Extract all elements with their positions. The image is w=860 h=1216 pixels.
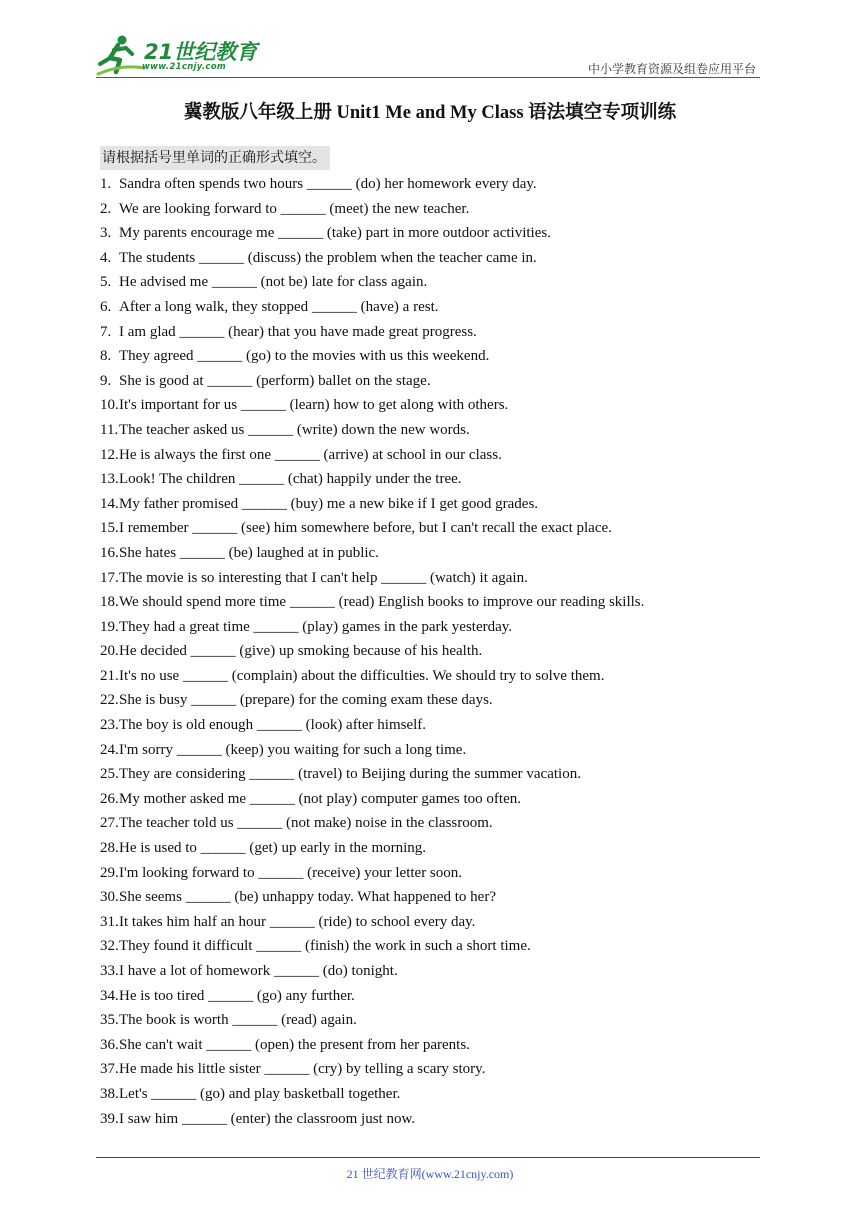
question-number: 33. [100,963,119,979]
question-number: 24. [100,741,119,758]
question-number: 12. [100,446,119,463]
question-number: 9. [100,372,112,389]
question-number: 29. [100,864,119,881]
question-number: 14. [100,495,119,512]
question-number: 8. [100,348,112,365]
question-item [100,1008,780,1033]
question-text: They found it difficult ______ (finish) the work in such a short time. [119,938,531,955]
question-number: 34. [100,987,119,1004]
question-number: 28. [100,840,119,857]
question-number: 17. [100,569,119,586]
question-text: He is always the first one ______ (arrive) at school in our class. [119,446,502,463]
question-number: 3. [100,225,112,242]
question-number: 30. [100,889,119,906]
question-item [100,172,780,197]
question-number: 6. [100,298,112,315]
question-text: The teacher asked us ______ (write) down the new words. [119,421,470,438]
question-text: I remember ______ (see) him somewhere before, but I can't recall the exact place. [119,520,612,537]
question-item [100,246,780,271]
footer-divider [96,1157,760,1158]
question-text: We should spend more time ______ (read) English books to improve our reading skills. [119,594,645,611]
question-text: She is good at ______ (perform) ballet on the stage. [119,372,431,389]
question-number: 35. [100,1012,119,1029]
question-item [100,713,780,738]
question-item [100,688,780,713]
footer-source[interactable]: 21 世纪教育网(www.21cnjy.com) [346,1167,514,1181]
question-text: I am glad ______ (hear) that you have made great progress. [119,323,477,340]
question-text: My mother asked me ______ (not play) computer games too often. [119,790,521,807]
question-text: He is used to ______ (get) up early in the morning. [119,840,427,857]
question-item [100,590,780,615]
logo-url: www.21cnjy.com [142,62,226,72]
question-text: They are considering ______ (travel) to Beijing during the summer vacation. [119,766,581,783]
question-number: 5. [100,274,112,291]
question-item [100,516,780,541]
question-item [100,566,780,591]
platform-name: 中小学教育资源及组卷应用平台 [587,62,756,76]
question-number: 25. [100,766,119,783]
question-text: She is busy ______ (prepare) for the coming exam these days. [119,692,493,709]
question-text: They agreed ______ (go) to the movies with us this weekend. [119,348,490,365]
question-text: It takes him half an hour ______ (ride) to school every day. [119,913,476,930]
question-item [100,443,780,468]
question-number: 36. [100,1036,119,1053]
question-text: They had a great time ______ (play) games in the park yesterday. [119,618,513,635]
question-text: He decided ______ (give) up smoking because of his health. [119,643,483,660]
question-number: 31. [100,913,119,930]
question-text: He made his little sister ______ (cry) by telling a scary story. [119,1061,486,1078]
question-item [100,344,780,369]
question-text: My parents encourage me ______ (take) part in more outdoor activities. [119,225,551,242]
question-item [100,1107,780,1132]
question-item [100,295,780,320]
question-text: The students ______ (discuss) the problem when the teacher came in. [119,249,537,266]
question-number: 15. [100,520,119,537]
document-title: 冀教版八年级上册 Unit1 Me and My Class 语法填空专项训练 [183,103,677,123]
question-item [100,984,780,1009]
question-number: 16. [100,544,119,561]
question-item [100,910,780,935]
question-text: I'm sorry ______ (keep) you waiting for such a long time. [119,741,467,758]
question-item [100,320,780,345]
question-number: 2. [100,200,112,217]
question-number: 37. [100,1061,119,1078]
question-item [100,467,780,492]
question-number: 1. [100,176,112,192]
question-number: 26. [100,790,119,807]
question-list [100,172,780,1131]
question-item [100,836,780,861]
question-item [100,1082,780,1107]
question-item [100,270,780,295]
question-item [100,738,780,763]
question-number: 21. [100,667,119,684]
question-text: She can't wait ______ (open) the present from her parents. [119,1036,470,1053]
question-text: The boy is old enough ______ (look) after himself. [119,717,427,734]
question-text: Look! The children ______ (chat) happily under the tree. [119,471,462,488]
question-item [100,541,780,566]
question-item [100,639,780,664]
question-text: It's important for us ______ (learn) how to get along with others. [119,397,509,414]
question-number: 20. [100,643,119,660]
question-number: 27. [100,815,119,832]
question-text: He is too tired ______ (go) any further. [119,987,355,1004]
question-number: 7. [100,323,112,340]
question-item [100,393,780,418]
question-item [100,418,780,443]
header-divider [96,77,760,78]
question-item [100,762,780,787]
question-item [100,934,780,959]
question-item [100,615,780,640]
question-text: I'm looking forward to ______ (receive) your letter soon. [119,864,463,881]
question-text: She hates ______ (be) laughed at in public. [119,544,379,561]
question-item [100,861,780,886]
question-item [100,787,780,812]
question-item [100,492,780,517]
question-item [100,369,780,394]
question-item [100,811,780,836]
question-number: 4. [100,249,112,266]
question-number: 22. [100,692,119,709]
question-number: 11. [100,421,119,438]
question-item [100,197,780,222]
question-number: 23. [100,717,119,734]
question-number: 19. [100,618,119,635]
question-number: 32. [100,938,119,955]
question-text: It's no use ______ (complain) about the difficulties. We should try to solve them. [119,667,605,684]
question-item [100,221,780,246]
question-text: He advised me ______ (not be) late for class again. [119,274,428,291]
question-item [100,1033,780,1058]
instruction-text: 请根据括号里单词的正确形式填空。 [100,146,330,170]
question-item [100,959,780,984]
question-number: 38. [100,1085,119,1102]
page-header [0,0,860,80]
question-text: The movie is so interesting that I can't help ______ (watch) it again. [119,569,528,586]
question-item [100,885,780,910]
runner-logo-icon [96,34,146,76]
question-number: 18. [100,594,119,611]
question-text: Let's ______ (go) and play basketball together. [119,1085,401,1102]
question-text: My father promised ______ (buy) me a new bike if I get good grades. [119,495,539,512]
question-text: She seems ______ (be) unhappy today. What happened to her? [119,889,496,906]
question-text: Sandra often spends two hours ______ (do) her homework every day. [119,176,537,192]
question-text: I have a lot of homework ______ (do) tonight. [119,963,398,979]
question-text: We are looking forward to ______ (meet) the new teacher. [119,200,470,217]
logo-text: 21世纪教育 [144,40,258,64]
question-text: After a long walk, they stopped ______ (have) a rest. [119,298,439,315]
question-number: 13. [100,471,119,488]
question-number: 10. [100,397,119,414]
question-text: The book is worth ______ (read) again. [119,1012,357,1029]
question-text: I saw him ______ (enter) the classroom just now. [119,1110,416,1127]
question-number: 39. [100,1110,119,1127]
question-item [100,1057,780,1082]
question-text: The teacher told us ______ (not make) noise in the classroom. [119,815,493,832]
question-item [100,664,780,689]
site-logo[interactable] [96,34,266,76]
